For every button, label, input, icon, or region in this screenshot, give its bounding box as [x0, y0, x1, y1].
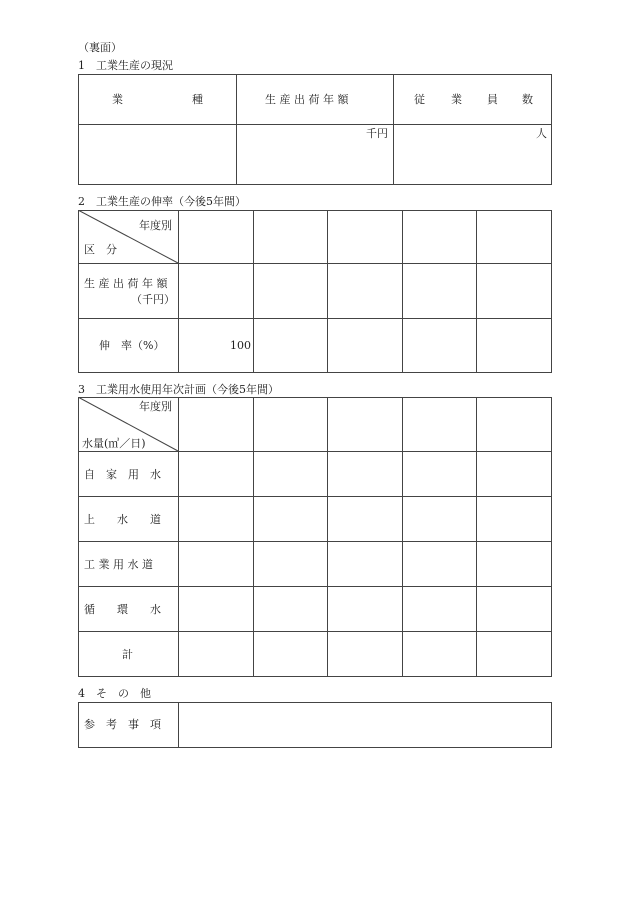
header-employees-4: 数	[522, 93, 533, 106]
row-label-recycled-water: 循 環 水	[84, 603, 161, 616]
header-employees-3: 員	[487, 93, 498, 106]
row-shipment-label-1: 生 産 出 荷 年 額	[84, 277, 168, 290]
row-growth-label: 伸 率（%）	[99, 339, 165, 352]
section-1-heading: 1 工業生産の現況	[78, 59, 173, 72]
section-4-heading: 4 そ の 他	[78, 687, 151, 700]
diag-top-label: 年度別	[139, 219, 172, 232]
reference-items-label: 参 考 事 項	[84, 718, 161, 731]
row-label-tap-water: 上 水 道	[84, 513, 161, 526]
header-industry-b: 種	[192, 93, 203, 106]
section-3-heading: 3 工業用水使用年次計画（今後5年間）	[78, 383, 279, 396]
header-employees-1: 従	[414, 93, 425, 106]
row-label-industrial-water: 工 業 用 水 道	[84, 558, 153, 571]
growth-base-value: 100	[230, 339, 251, 352]
unit-person: 人	[536, 127, 547, 140]
section-2-heading: 2 工業生産の伸率（今後5年間）	[78, 195, 246, 208]
unit-thousand-yen: 千円	[366, 127, 388, 140]
diag-bottom-label: 区 分	[84, 243, 117, 256]
row-shipment-label-2: （千円）	[131, 293, 175, 306]
header-shipment: 生 産 出 荷 年 額	[265, 93, 349, 106]
side-label: （裏面）	[78, 41, 122, 54]
diag-top-label: 年度別	[139, 400, 172, 413]
header-industry-a: 業	[112, 93, 123, 106]
header-employees-2: 業	[451, 93, 462, 106]
row-label-total: 計	[122, 648, 133, 661]
diag-bottom-label: 水量(㎥／日)	[82, 437, 146, 450]
row-label-own-water: 自 家 用 水	[84, 468, 161, 481]
